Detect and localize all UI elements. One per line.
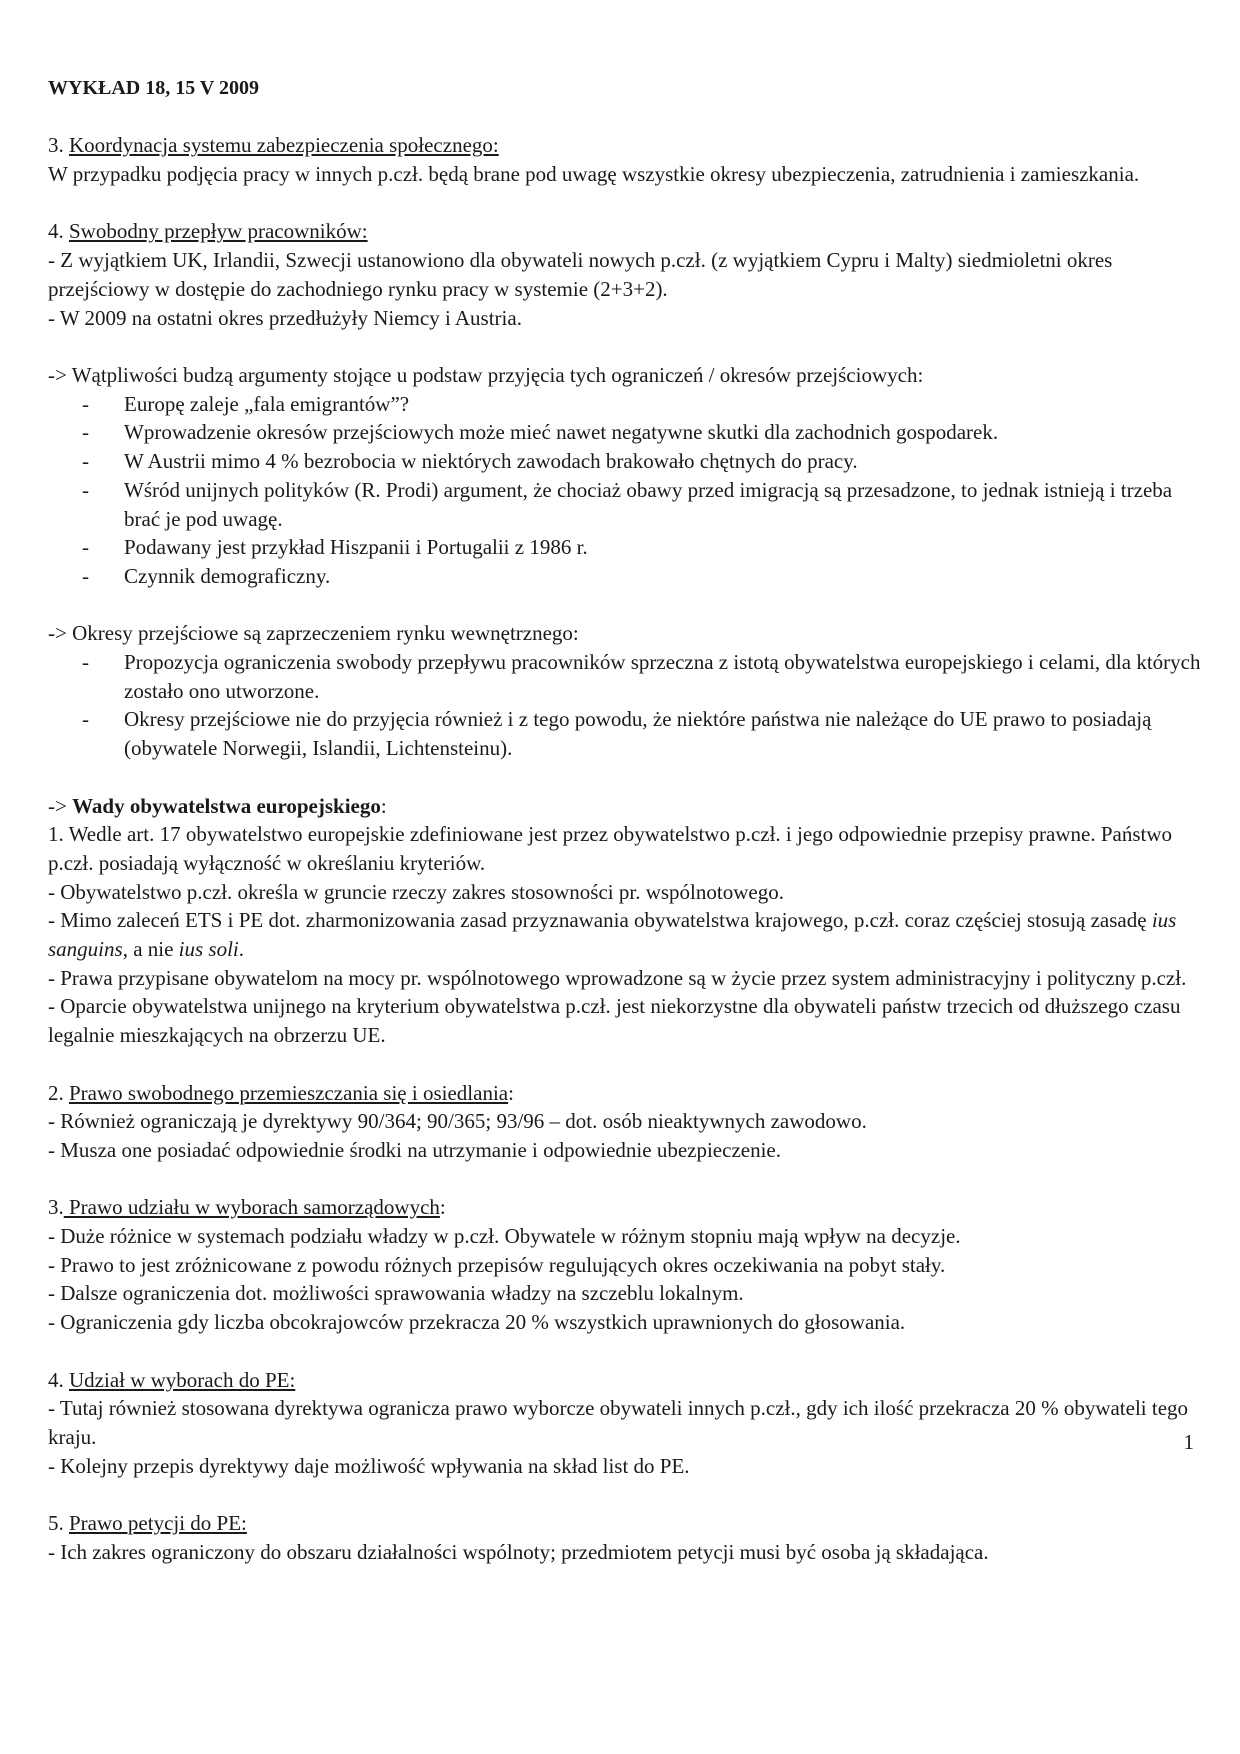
contradiction-intro: -> Okresy przejściowe są zaprzeczeniem rynku wewnętrznego: — [48, 621, 579, 646]
paragraph: - W 2009 na ostatni okres przedłużyły Niemcy i Austria. — [48, 305, 522, 330]
list-item: - Wśród unijnych polityków (R. Prodi) argument, że chociaż obawy przed imigracją są przesadzone, to jednak istnieją i trzeba brać je pod uwagę. — [82, 477, 1173, 531]
point-heading-2: 2. Prawo swobodnego przemieszczania się i osiedlania: — [48, 1080, 514, 1105]
list-item: - Propozycja ograniczenia swobody przepływu pracowników sprzeczna z istotą obywatelstwa europejskiego i celami, dla których zostało ono utworzone. — [82, 650, 1201, 703]
point-heading-5: 5. Prawo petycji do PE: — [48, 1511, 247, 1536]
list-item: - Wprowadzenie okresów przejściowych może mieć nawet negatywne skutki dla zachodnich gospodarek. — [82, 420, 999, 445]
list-item: - Podawany jest przykład Hiszpanii i Portugalii z 1986 r. — [82, 535, 588, 560]
contradiction-list — [48, 648, 1208, 763]
section-heading-4: 4. Swobodny przepływ pracowników: — [48, 219, 368, 244]
paragraph: - Również ograniczają je dyrektywy 90/364; 90/365; 93/96 – dot. osób nieaktywnych zawodowo. — [48, 1109, 867, 1134]
doubts-intro: -> Wątpliwości budzą argumenty stojące u podstaw przyjęcia tych ograniczeń / okresów przejściowych: — [48, 362, 924, 387]
paragraph: - Z wyjątkiem UK, Irlandii, Szwecji ustanowiono dla obywateli nowych p.czł. (z wyjątkiem Cypru i Malty) siedmioletni okres przejściowy w dostępie do zachodniego rynku pracy w systemie (2+3+2). — [48, 248, 1113, 301]
lecture-title: WYKŁAD 18, 15 V 2009 — [48, 77, 259, 99]
list-item: - Europę zaleje „fala emigrantów”? — [82, 391, 410, 416]
paragraph: 1. Wedle art. 17 obywatelstwo europejskie zdefiniowane jest przez obywatelstwo p.czł. i jego odpowiednie przepisy prawne. Państwo p.czł. posiadają wyłączność w określaniu kryteriów. — [48, 822, 1173, 875]
list-item: - Czynnik demograficzny. — [82, 563, 331, 588]
paragraph: - Mimo zaleceń ETS i PE dot. zharmonizowania zasad przyznawania obywatelstwa krajowego, p.czł. coraz częściej stosują zasadę ius sanguins, a nie ius soli. — [48, 908, 1177, 962]
paragraph: - Musza one posiadać odpowiednie środki na utrzymanie i odpowiednie ubezpieczenie. — [48, 1137, 782, 1162]
list-item: - W Austrii mimo 4 % bezrobocia w niektórych zawodach brakowało chętnych do pracy. — [82, 449, 858, 474]
paragraph: - Prawa przypisane obywatelom na mocy pr. wspólnotowego wprowadzone są w życie przez system administracyjny i polityczny p.czł. — [48, 965, 1187, 990]
paragraph: - Duże różnice w systemach podziału władzy w p.czł. Obywatele w różnym stopniu mają wpływ na decyzje. — [48, 1224, 961, 1249]
point-heading-4: 4. Udział w wyborach do PE: — [48, 1367, 296, 1392]
document-body — [48, 74, 1208, 1566]
paragraph: - Ich zakres ograniczony do obszaru działalności wspólnoty; przedmiotem petycji musi być osoba ją składająca. — [48, 1539, 989, 1564]
paragraph: - Tutaj również stosowana dyrektywa ogranicza prawo wyborcze obywateli innych p.czł., gdy ich ilość przekracza 20 % obywateli tego kraju. — [48, 1396, 1189, 1449]
list-item: - Okresy przejściowe nie do przyjęcia również i z tego powodu, że niektóre państwa nie należące do UE prawo to posiadają (obywatele Norwegii, Islandii, Lichtensteinu). — [82, 707, 1152, 761]
paragraph: - Oparcie obywatelstwa unijnego na kryterium obywatelstwa p.czł. jest niekorzystne dla obywateli państw trzecich od dłuższego czasu legalnie mieszkających na obrzerzu UE. — [48, 994, 1181, 1048]
paragraph: W przypadku podjęcia pracy w innych p.czł. będą brane pod uwagę wszystkie okresy ubezpieczenia, zatrudnienia i zamieszkania. — [48, 162, 1140, 187]
point-heading-3: 3. Prawo udziału w wyborach samorządowych: — [48, 1195, 446, 1220]
paragraph: - Prawo to jest zróżnicowane z powodu różnych przepisów regulujących okres oczekiwania na pobyt stały. — [48, 1252, 946, 1277]
paragraph: - Kolejny przepis dyrektywy daje możliwość wpływania na skład list do PE. — [48, 1453, 690, 1478]
doubts-list — [48, 390, 1208, 591]
paragraph: - Obywatelstwo p.czł. określa w gruncie rzeczy zakres stosowności pr. wspólnotowego. — [48, 879, 784, 904]
paragraph: - Ograniczenia gdy liczba obcokrajowców przekracza 20 % wszystkich uprawnionych do głosowania. — [48, 1310, 906, 1335]
section-heading-3: 3. Koordynacja systemu zabezpieczenia społecznego: — [48, 133, 499, 158]
page-number: 1 — [1183, 1430, 1194, 1454]
paragraph: - Dalsze ograniczenia dot. możliwości sprawowania władzy na szczeblu lokalnym. — [48, 1281, 744, 1306]
flaws-heading: -> Wady obywatelstwa europejskiego: — [48, 793, 387, 818]
